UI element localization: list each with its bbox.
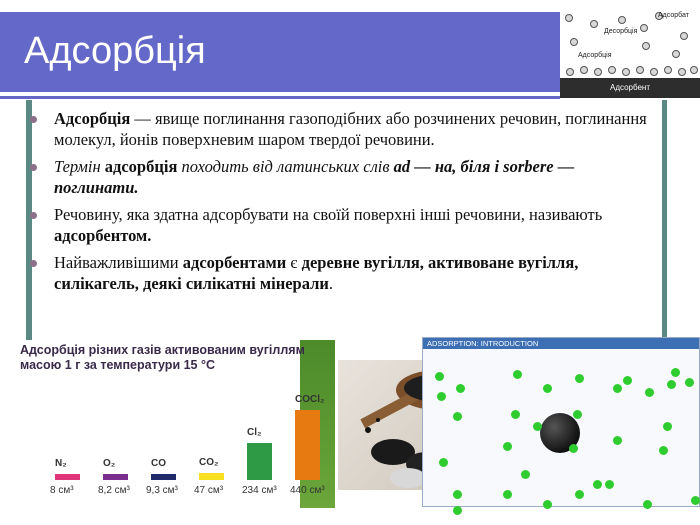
adsorbate-molecule-icon xyxy=(503,442,512,451)
adsorbate-molecule-icon xyxy=(533,422,542,431)
chart-bar xyxy=(247,443,272,480)
chart-category-label: CO₂ xyxy=(199,457,219,468)
examples-term: адсорбентами xyxy=(182,253,287,272)
chart-category-label: O₂ xyxy=(103,458,116,469)
adsorbent-text: Речовину, яка здатна адсорбувати на своїй поверхні інші речовини, називають xyxy=(54,205,603,224)
bullet-icon xyxy=(30,212,37,219)
molecule-icon xyxy=(608,66,616,74)
chart-category-label: Cl₂ xyxy=(247,427,262,438)
molecule-icon xyxy=(680,32,688,40)
molecule-icon xyxy=(642,42,650,50)
adsorbate-molecule-icon xyxy=(513,370,522,379)
adsorbate-molecule-icon xyxy=(453,506,462,515)
adsorbate-molecule-icon xyxy=(645,388,654,397)
examples-text: Найважливішими xyxy=(54,253,183,272)
adsorbate-molecule-icon xyxy=(569,444,578,453)
adsorbate-molecule-icon xyxy=(456,384,465,393)
molecule-icon xyxy=(566,68,574,76)
adsorbate-molecule-icon xyxy=(605,480,614,489)
chart-bar xyxy=(103,474,128,480)
chart-value-label: 9,3 см³ xyxy=(146,485,178,496)
bullet-list xyxy=(40,108,660,300)
adsorbent-term: адсорбентом. xyxy=(54,226,152,245)
molecule-icon xyxy=(580,66,588,74)
adsorption-simulation xyxy=(422,337,700,507)
bullet-examples xyxy=(40,252,660,294)
simulation-title: ADSORPTION: INTRODUCTION xyxy=(423,338,699,349)
page-title: Адсорбція xyxy=(24,30,206,72)
molecule-icon xyxy=(650,68,658,76)
etymology-latin: ad — на, біля і sorbere — поглинати. xyxy=(54,157,575,197)
adsorbate-molecule-icon xyxy=(543,384,552,393)
etymology-text: походить від латинських слів xyxy=(177,157,394,176)
charcoal-crumb xyxy=(376,418,380,422)
molecule-icon xyxy=(690,66,698,74)
examples-list: деревне вугілля, активоване вугілля, силікагель, деякі силікатні мінерали xyxy=(54,253,579,293)
adsorption-diagram xyxy=(560,8,700,98)
bullet-icon xyxy=(30,260,37,267)
adsorbate-molecule-icon xyxy=(439,458,448,467)
adsorbate-molecule-icon xyxy=(437,392,446,401)
molecule-icon xyxy=(570,38,578,46)
definition-text: — явище поглинання газоподібних або розчинених речовин, поглинання молекул, йонів поверхневим шаром твердої речовини. xyxy=(54,109,647,149)
right-rule xyxy=(662,100,667,340)
adsorbate-molecule-icon xyxy=(623,376,632,385)
molecule-icon xyxy=(594,68,602,76)
chart-bar xyxy=(151,474,176,480)
adsorbate-molecule-icon xyxy=(453,412,462,421)
chart-category-label: COCl₂ xyxy=(295,394,325,405)
adsorbate-molecule-icon xyxy=(521,470,530,479)
adsorbate-molecule-icon xyxy=(511,410,520,419)
chart-bar xyxy=(295,410,320,480)
chart-bar xyxy=(55,474,80,480)
adsorbate-molecule-icon xyxy=(543,500,552,509)
adsorption-bar-chart xyxy=(10,340,335,508)
molecule-icon xyxy=(622,68,630,76)
chart-title: Адсорбція різних газів активованим вугіллям масою 1 г за температури 15 °С xyxy=(20,343,305,372)
adsorbate-molecule-icon xyxy=(435,372,444,381)
chart-value-label: 47 см³ xyxy=(194,485,224,496)
bullet-icon xyxy=(30,164,37,171)
adsorbate-molecule-icon xyxy=(613,436,622,445)
adsorbate-molecule-icon xyxy=(453,490,462,499)
chart-value-label: 8,2 см³ xyxy=(98,485,130,496)
adsorbate-molecule-icon xyxy=(659,446,668,455)
chart-value-label: 234 см³ xyxy=(242,485,277,496)
molecule-icon xyxy=(640,24,648,32)
molecule-icon xyxy=(636,66,644,74)
adsorption-label: Адсорбція xyxy=(578,52,612,59)
adsorbate-molecule-icon xyxy=(671,368,680,377)
molecule-icon xyxy=(590,20,598,28)
adsorbate-molecule-icon xyxy=(685,378,694,387)
adsorbate-molecule-icon xyxy=(593,480,602,489)
adsorbate-molecule-icon xyxy=(663,422,672,431)
chart-category-label: CO xyxy=(151,458,166,469)
chart-category-label: N₂ xyxy=(55,458,67,469)
molecule-icon xyxy=(678,68,686,76)
examples-text: . xyxy=(328,274,334,293)
title-underline xyxy=(0,96,560,99)
white-tablet xyxy=(390,468,426,488)
adsorbate-molecule-icon xyxy=(643,500,652,509)
bullet-definition xyxy=(40,108,660,150)
etymology-text: Термін xyxy=(54,157,105,176)
chart-value-label: 440 см³ xyxy=(290,485,325,496)
adsorbate-molecule-icon xyxy=(613,384,622,393)
bullet-adsorbent xyxy=(40,204,660,246)
bullet-icon xyxy=(30,116,37,123)
adsorbate-label: Адсорбат xyxy=(658,12,689,19)
chart-value-label: 8 см³ xyxy=(50,485,74,496)
desorption-label: Десорбція xyxy=(604,28,638,35)
chart-bar xyxy=(199,473,224,480)
molecule-icon xyxy=(565,14,573,22)
adsorbate-molecule-icon xyxy=(503,490,512,499)
charcoal-crumb xyxy=(365,427,371,433)
adsorbate-molecule-icon xyxy=(573,410,582,419)
adsorbate-molecule-icon xyxy=(667,380,676,389)
molecule-icon xyxy=(672,50,680,58)
molecule-icon xyxy=(664,66,672,74)
examples-text: є xyxy=(286,253,302,272)
term-adsorption: Адсорбція xyxy=(54,109,131,128)
etymology-term: адсорбція xyxy=(104,157,178,176)
adsorbate-molecule-icon xyxy=(575,490,584,499)
adsorbate-molecule-icon xyxy=(575,374,584,383)
adsorbent-bar: Адсорбент xyxy=(560,78,700,98)
left-rule xyxy=(26,100,32,340)
bullet-etymology xyxy=(40,156,660,198)
adsorbate-molecule-icon xyxy=(691,496,700,505)
molecule-icon xyxy=(618,16,626,24)
